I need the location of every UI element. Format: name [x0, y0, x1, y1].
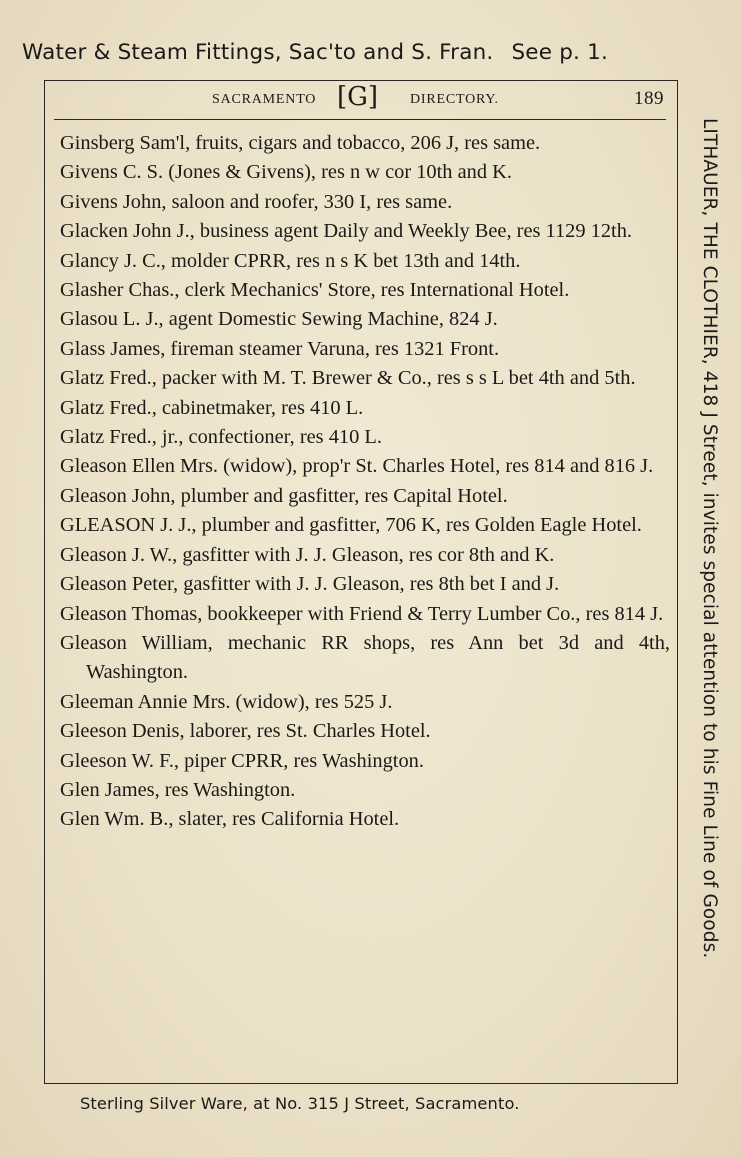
top-advertisement-banner	[22, 40, 702, 65]
running-head-directory: DIRECTORY.	[410, 92, 499, 107]
directory-entry: Glatz Fred., packer with M. T. Brewer & Co., res s s L bet 4th and 5th.	[60, 367, 636, 390]
directory-entry: Givens John, saloon and roofer, 330 I, res same.	[60, 190, 453, 213]
directory-entry: Glatz Fred., jr., confectioner, res 410 L.	[60, 426, 382, 449]
directory-entries	[60, 129, 670, 835]
directory-entry: Glacken John J., business agent Daily and Weekly Bee, res 1129 12th.	[60, 220, 633, 243]
page-number: 189	[634, 88, 664, 109]
directory-entry: Gleason J. W., gasfitter with J. J. Gleason, res cor 8th and K.	[60, 543, 555, 566]
header-rule	[54, 119, 666, 120]
footer-advertisement: Sterling Silver Ware, at No. 315 J Street, Sacramento.	[80, 1094, 520, 1113]
directory-entry: Ginsberg Sam'l, fruits, cigars and tobacco, 206 J, res same.	[60, 132, 541, 154]
directory-entry: Glen Wm. B., slater, res California Hotel.	[60, 808, 400, 831]
running-head-city: SACRAMENTO	[212, 92, 317, 107]
directory-entry: Glass James, fireman steamer Varuna, res 1321 Front.	[60, 337, 500, 360]
directory-entry: Glen James, res Washington.	[60, 778, 296, 801]
directory-entry: Gleeman Annie Mrs. (widow), res 525 J.	[60, 690, 393, 713]
directory-entry: Gleason Thomas, bookkeeper with Friend & Terry Lumber Co., res 814 J.	[60, 602, 664, 625]
directory-entry: Glasou L. J., agent Domestic Sewing Machine, 824 J.	[60, 308, 498, 331]
directory-entry: Gleason Peter, gasfitter with J. J. Gleason, res 8th bet I and J.	[60, 573, 560, 596]
banner-page-reference: See p. 1.	[511, 40, 609, 65]
directory-entry: Glasher Chas., clerk Mechanics' Store, res International Hotel.	[60, 279, 570, 302]
side-advertisement: LITHAUER, THE CLOTHIER, 418 J Street, invites special attention to his Fine Line of Goods.	[699, 118, 720, 959]
directory-entry: Gleeson W. F., piper CPRR, res Washington.	[60, 749, 424, 772]
directory-entry: GLEASON J. J., plumber and gasfitter, 706 K, res Golden Eagle Hotel.	[60, 514, 642, 537]
directory-entry: Glancy J. C., molder CPRR, res n s K bet 13th and 14th.	[60, 249, 521, 272]
directory-entry: Givens C. S. (Jones & Givens), res n w cor 10th and K.	[60, 161, 512, 184]
directory-entry: Gleeson Denis, laborer, res St. Charles Hotel.	[60, 720, 431, 743]
banner-text: Water & Steam Fittings, Sac'to and S. Fran.	[22, 40, 494, 65]
running-head	[44, 84, 678, 118]
directory-entry: Gleason John, plumber and gasfitter, res Capital Hotel.	[60, 484, 508, 507]
directory-entry: Glatz Fred., cabinetmaker, res 410 L.	[60, 396, 364, 419]
directory-entry: Gleason William, mechanic RR shops, res Ann bet 3d and 4th, Washington.	[60, 631, 670, 684]
directory-entry: Gleason Ellen Mrs. (widow), prop'r St. Charles Hotel, res 814 and 816 J.	[60, 455, 654, 478]
running-head-letter: [G]	[337, 82, 379, 112]
